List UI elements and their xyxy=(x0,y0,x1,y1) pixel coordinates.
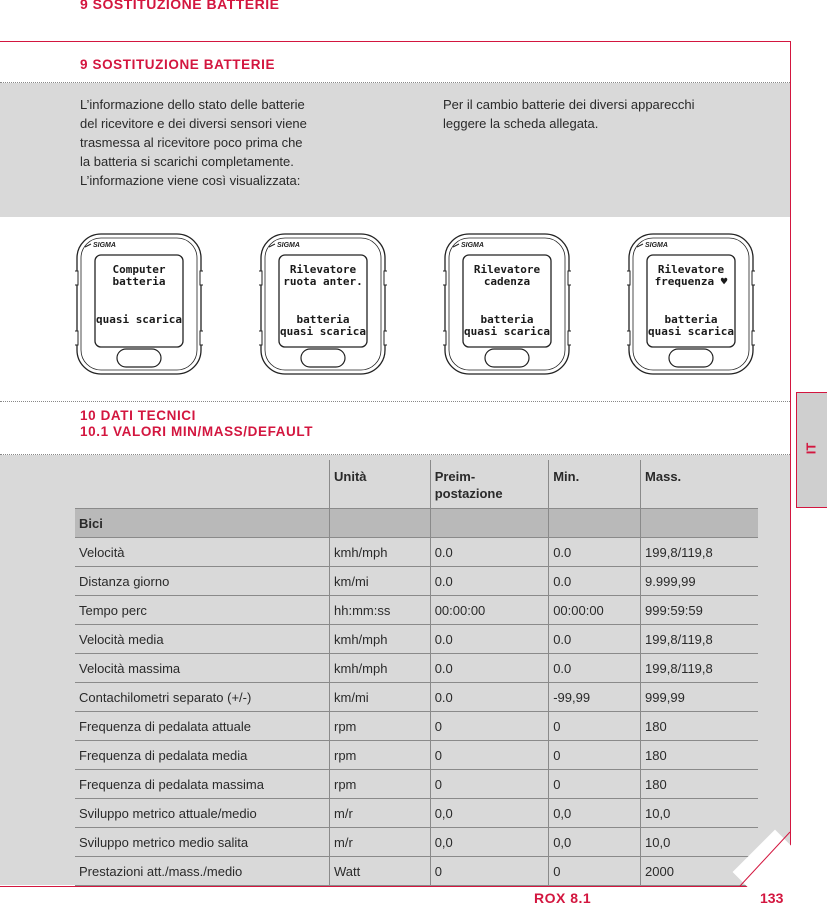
lcd-line2: cadenza xyxy=(483,275,531,288)
language-tab-label: IT xyxy=(803,442,819,455)
row-unit: Watt xyxy=(330,857,431,886)
table-row xyxy=(75,654,758,683)
row-min: 0,0 xyxy=(549,799,641,828)
row-unit: rpm xyxy=(330,712,431,741)
row-label: Prestazioni att./mass./medio xyxy=(75,857,330,886)
table-row xyxy=(75,712,758,741)
table-header-row xyxy=(75,460,758,509)
row-max: 199,8/119,8 xyxy=(641,654,758,683)
row-min: -99,99 xyxy=(549,683,641,712)
brand-label: SIGMA xyxy=(93,242,116,249)
row-default: 0 xyxy=(430,712,549,741)
table-row xyxy=(75,828,758,857)
section10-title xyxy=(80,408,313,440)
header-unit: Unità xyxy=(330,460,431,509)
lcd-line1: Rilevatore xyxy=(657,263,725,276)
lcd-line3: batteria xyxy=(480,313,534,326)
lcd-line4: quasi scarica xyxy=(463,325,551,338)
row-default: 0,0 xyxy=(430,799,549,828)
brand-label: SIGMA xyxy=(645,242,668,249)
device-heart-rate-sensor xyxy=(627,231,755,377)
brand-label: SIGMA xyxy=(277,242,300,249)
lcd-line1: Rilevatore xyxy=(473,263,541,276)
row-max: 999,99 xyxy=(641,683,758,712)
table-row xyxy=(75,567,758,596)
table-row xyxy=(75,538,758,567)
row-default: 00:00:00 xyxy=(430,596,549,625)
row-unit: km/mi xyxy=(330,683,431,712)
category-label: Bici xyxy=(75,509,330,538)
device-cadence-sensor xyxy=(443,231,571,377)
row-default: 0.0 xyxy=(430,683,549,712)
running-title: 9 SOSTITUZIONE BATTERIE xyxy=(80,0,280,12)
row-min: 0 xyxy=(549,857,641,886)
lcd-line1: Rilevatore xyxy=(289,263,357,276)
row-max: 9.999,99 xyxy=(641,567,758,596)
section10-title-line1: 10 DATI TECNICI xyxy=(80,408,197,423)
row-unit: m/r xyxy=(330,799,431,828)
table-row xyxy=(75,596,758,625)
row-max: 10,0 xyxy=(641,828,758,857)
row-max: 180 xyxy=(641,741,758,770)
row-default: 0 xyxy=(430,770,549,799)
lcd-line3: batteria xyxy=(664,313,718,326)
lcd-line4: quasi scarica xyxy=(95,313,183,326)
table-row xyxy=(75,770,758,799)
row-min: 00:00:00 xyxy=(549,596,641,625)
divider xyxy=(0,82,790,83)
lcd-line4: quasi scarica xyxy=(279,325,367,338)
row-max: 199,8/119,8 xyxy=(641,538,758,567)
row-unit: kmh/mph xyxy=(330,625,431,654)
row-label: Sviluppo metrico medio salita xyxy=(75,828,330,857)
category-row xyxy=(75,509,758,538)
lcd-line1: Computer xyxy=(112,263,166,276)
row-label: Sviluppo metrico attuale/medio xyxy=(75,799,330,828)
section9-title: 9 SOSTITUZIONE BATTERIE xyxy=(80,57,276,72)
lcd-line3: batteria xyxy=(296,313,350,326)
device-illustrations xyxy=(0,217,790,400)
row-min: 0.0 xyxy=(549,538,641,567)
header-cell xyxy=(75,460,330,509)
device-computer xyxy=(75,231,203,377)
lcd-line4: quasi scarica xyxy=(647,325,735,338)
row-unit: kmh/mph xyxy=(330,654,431,683)
lcd-line2: frequenza ♥ xyxy=(654,275,728,288)
table-row xyxy=(75,741,758,770)
row-unit: rpm xyxy=(330,770,431,799)
footer-product: ROX 8.1 xyxy=(534,890,592,906)
section9-left-text: L’informazione dello stato delle batterie del ricevitore e dei diversi sensori viene trasmessa al ricevitore poco prima che la batteria si scarichi completamente. L’informazione viene così visualizzata: xyxy=(80,97,307,188)
row-min: 0 xyxy=(549,770,641,799)
row-label: Frequenza di pedalata attuale xyxy=(75,712,330,741)
row-default: 0.0 xyxy=(430,625,549,654)
row-default: 0.0 xyxy=(430,538,549,567)
row-min: 0.0 xyxy=(549,567,641,596)
header-default: Preim- postazione xyxy=(430,460,549,509)
row-unit: km/mi xyxy=(330,567,431,596)
section9-right-text: Per il cambio batterie dei diversi apparecchi leggere la scheda allegata. xyxy=(443,97,695,131)
language-tab xyxy=(796,392,827,508)
row-max: 2000 xyxy=(641,857,758,886)
row-min: 0,0 xyxy=(549,828,641,857)
row-max: 199,8/119,8 xyxy=(641,625,758,654)
row-min: 0 xyxy=(549,741,641,770)
row-max: 180 xyxy=(641,770,758,799)
row-max: 180 xyxy=(641,712,758,741)
row-label: Velocità media xyxy=(75,625,330,654)
row-label: Contachilometri separato (+/-) xyxy=(75,683,330,712)
device-wheel-sensor xyxy=(259,231,387,377)
row-max: 999:59:59 xyxy=(641,596,758,625)
corner-line xyxy=(738,830,798,890)
footer-page-number: 133 xyxy=(760,890,784,906)
row-label: Velocità massima xyxy=(75,654,330,683)
table-row xyxy=(75,799,758,828)
row-label: Frequenza di pedalata media xyxy=(75,741,330,770)
row-default: 0.0 xyxy=(430,567,549,596)
table-row xyxy=(75,683,758,712)
row-default: 0 xyxy=(430,741,549,770)
row-unit: kmh/mph xyxy=(330,538,431,567)
row-unit: rpm xyxy=(330,741,431,770)
row-label: Velocità xyxy=(75,538,330,567)
header-max: Mass. xyxy=(641,460,758,509)
row-default: 0.0 xyxy=(430,654,549,683)
divider xyxy=(0,454,790,455)
table-row xyxy=(75,857,758,886)
header-min: Min. xyxy=(549,460,641,509)
row-default: 0 xyxy=(430,857,549,886)
row-label: Frequenza di pedalata massima xyxy=(75,770,330,799)
row-min: 0.0 xyxy=(549,654,641,683)
row-default: 0,0 xyxy=(430,828,549,857)
row-unit: hh:mm:ss xyxy=(330,596,431,625)
row-min: 0 xyxy=(549,712,641,741)
divider xyxy=(0,401,790,402)
table-row xyxy=(75,625,758,654)
row-min: 0.0 xyxy=(549,625,641,654)
row-label: Tempo perc xyxy=(75,596,330,625)
lcd-line2: ruota anter. xyxy=(283,275,363,288)
lcd-line2: batteria xyxy=(112,275,166,288)
specs-table xyxy=(75,460,758,886)
section10-title-line2: 10.1 VALORI MIN/MASS/DEFAULT xyxy=(80,424,314,439)
row-label: Distanza giorno xyxy=(75,567,330,596)
brand-label: SIGMA xyxy=(461,242,484,249)
row-unit: m/r xyxy=(330,828,431,857)
row-max: 10,0 xyxy=(641,799,758,828)
